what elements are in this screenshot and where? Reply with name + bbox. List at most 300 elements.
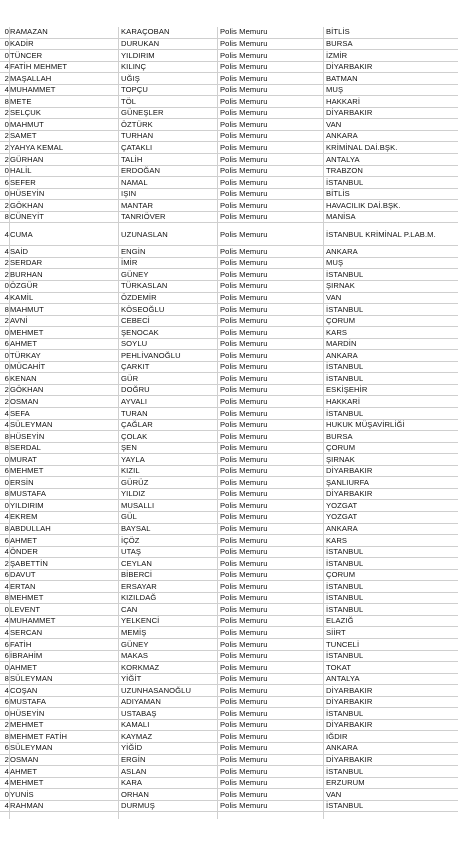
row-number-cell: 4: [4, 420, 9, 430]
row-number-cell: 8: [4, 489, 9, 499]
unit-cell: ÇORUM: [326, 316, 356, 326]
unit-cell: KARS: [326, 535, 348, 545]
rank-cell: Polis Memuru: [220, 743, 268, 753]
table-row: [0, 362, 458, 374]
unit-cell: MARDİN: [326, 339, 357, 349]
unit-cell: ERZURUM: [326, 778, 365, 788]
rank-cell: Polis Memuru: [220, 454, 268, 464]
first-name-cell: OSMAN: [10, 755, 39, 765]
last-name-cell: ERSAYAR: [121, 581, 157, 591]
row-number-cell: 0: [4, 50, 9, 60]
rank-cell: Polis Memuru: [220, 27, 268, 37]
unit-cell: İSTANBUL: [326, 558, 364, 568]
table-row: [0, 662, 458, 674]
first-name-cell: COŞAN: [10, 685, 38, 695]
first-name-cell: KENAN: [10, 373, 37, 383]
table-row: [0, 512, 458, 524]
first-name-cell: LEVENT: [10, 604, 41, 614]
row-number-cell: 4: [4, 801, 9, 811]
last-name-cell: UZUNASLAN: [121, 229, 168, 239]
row-number-cell: 2: [4, 755, 9, 765]
first-name-cell: MEHMET: [10, 466, 44, 476]
row-number-cell: 8: [4, 443, 9, 453]
table-row: [0, 743, 458, 755]
rank-cell: Polis Memuru: [220, 685, 268, 695]
row-number-cell: 4: [4, 627, 9, 637]
unit-cell: TRABZON: [326, 166, 363, 176]
unit-cell: KRİMİNAL DAİ.BŞK.: [326, 142, 398, 152]
unit-cell: İSTANBUL: [326, 651, 364, 661]
first-name-cell: GÜRHAN: [10, 154, 44, 164]
row-number-cell: 2: [4, 720, 9, 730]
row-number-cell: 4: [4, 685, 9, 695]
unit-cell: ANKARA: [326, 350, 358, 360]
table-row: [0, 269, 458, 281]
table-row: [0, 258, 458, 270]
table-row: [0, 50, 458, 62]
first-name-cell: MAŞALLAH: [10, 73, 52, 83]
rank-cell: Polis Memuru: [220, 535, 268, 545]
table-row: [0, 96, 458, 108]
row-number-cell: 0: [4, 477, 9, 487]
last-name-cell: BAYSAL: [121, 524, 151, 534]
row-number-cell: 4: [4, 62, 9, 72]
table-row: [0, 316, 458, 328]
unit-cell: DİYARBAKIR: [326, 466, 373, 476]
row-number-cell: 6: [4, 535, 9, 545]
first-name-cell: ABDULLAH: [10, 524, 51, 534]
rank-cell: Polis Memuru: [220, 466, 268, 476]
rank-cell: Polis Memuru: [220, 558, 268, 568]
row-number-cell: 2: [4, 200, 9, 210]
unit-cell: SİİRT: [326, 627, 346, 637]
unit-cell: ANKARA: [326, 131, 358, 141]
row-number-cell: 2: [4, 258, 9, 268]
row-number-cell: 8: [4, 96, 9, 106]
table-row: [0, 431, 458, 443]
first-name-cell: TÜNCER: [10, 50, 43, 60]
row-number-cell: 8: [4, 524, 9, 534]
table-row: [0, 720, 458, 732]
row-number-cell: 2: [4, 142, 9, 152]
row-number-cell: 4: [4, 778, 9, 788]
unit-cell: DİYARBAKIR: [326, 755, 373, 765]
unit-cell: BURSA: [326, 431, 353, 441]
first-name-cell: MUSTAFA: [10, 697, 46, 707]
last-name-cell: ŞEN: [121, 443, 137, 453]
table-row: [0, 454, 458, 466]
rank-cell: Polis Memuru: [220, 500, 268, 510]
unit-cell: KARS: [326, 327, 348, 337]
unit-cell: BİTLİS: [326, 27, 350, 37]
table-row: [0, 350, 458, 362]
first-name-cell: GÖKHAN: [10, 385, 44, 395]
table-row: [0, 397, 458, 409]
unit-cell: HAVACILIK DAİ.BŞK.: [326, 200, 401, 210]
table-row: [0, 154, 458, 166]
rank-cell: Polis Memuru: [220, 489, 268, 499]
rank-cell: Polis Memuru: [220, 108, 268, 118]
rank-cell: Polis Memuru: [220, 316, 268, 326]
last-name-cell: ŞENOCAK: [121, 327, 159, 337]
rank-cell: Polis Memuru: [220, 581, 268, 591]
row-number-cell: 0: [4, 708, 9, 718]
first-name-cell: AHMET: [10, 662, 38, 672]
rank-cell: Polis Memuru: [220, 362, 268, 372]
table-row: [0, 581, 458, 593]
table-row: [0, 373, 458, 385]
row-number-cell: 4: [4, 766, 9, 776]
table-row: [0, 131, 458, 143]
rank-cell: Polis Memuru: [220, 604, 268, 614]
unit-cell: IĞDIR: [326, 731, 348, 741]
last-name-cell: CEYLAN: [121, 558, 152, 568]
row-number-cell: 2: [4, 396, 9, 406]
rank-cell: Polis Memuru: [220, 720, 268, 730]
unit-cell: ANKARA: [326, 743, 358, 753]
first-name-cell: MEHMET: [10, 593, 44, 603]
rank-cell: Polis Memuru: [220, 350, 268, 360]
rank-cell: Polis Memuru: [220, 697, 268, 707]
first-name-cell: FATİH: [10, 639, 32, 649]
row-number-cell: 6: [4, 743, 9, 753]
row-number-cell: 2: [4, 73, 9, 83]
row-number-cell: 0: [4, 454, 9, 464]
row-number-cell: 0: [4, 27, 9, 37]
first-name-cell: YAHYA KEMAL: [10, 142, 64, 152]
rank-cell: Polis Memuru: [220, 570, 268, 580]
rank-cell: Polis Memuru: [220, 142, 268, 152]
first-name-cell: MEHMET FATİH: [10, 731, 68, 741]
last-name-cell: KIZIL: [121, 466, 140, 476]
last-name-cell: ÇATAKLI: [121, 142, 153, 152]
last-name-cell: GÜR: [121, 373, 139, 383]
last-name-cell: KILINÇ: [121, 62, 147, 72]
unit-cell: DİYARBAKIR: [326, 62, 373, 72]
rank-cell: Polis Memuru: [220, 616, 268, 626]
unit-cell: ESKİŞEHİR: [326, 385, 368, 395]
row-number-cell: 8: [4, 593, 9, 603]
table-row: [0, 119, 458, 131]
table-row: [0, 500, 458, 512]
table-row: [0, 166, 458, 178]
table-row: [0, 420, 458, 432]
last-name-cell: GÜNEY: [121, 269, 149, 279]
first-name-cell: SELÇUK: [10, 108, 41, 118]
last-name-cell: YİĞİT: [121, 674, 142, 684]
row-number-cell: 2: [4, 385, 9, 395]
last-name-cell: ÇARKIT: [121, 362, 150, 372]
unit-cell: HAKKARİ: [326, 396, 361, 406]
rank-cell: Polis Memuru: [220, 166, 268, 176]
first-name-cell: KAMİL: [10, 293, 34, 303]
row-number-cell: 8: [4, 674, 9, 684]
row-number-cell: 2: [4, 154, 9, 164]
row-number-cell: 8: [4, 304, 9, 314]
rank-cell: Polis Memuru: [220, 662, 268, 672]
table-row: [0, 755, 458, 767]
last-name-cell: CAN: [121, 604, 138, 614]
unit-cell: İSTANBUL: [326, 593, 364, 603]
last-name-cell: ERGİN: [121, 755, 146, 765]
unit-cell: İSTANBUL: [326, 801, 364, 811]
table-row: [0, 304, 458, 316]
last-name-cell: ÇOLAK: [121, 431, 148, 441]
row-number-cell: 4: [4, 581, 9, 591]
table-row: [0, 327, 458, 339]
row-number-cell: 6: [4, 651, 9, 661]
last-name-cell: UZUNHASANOĞLU: [121, 685, 192, 695]
unit-cell: İZMİR: [326, 50, 348, 60]
first-name-cell: ERSİN: [10, 477, 34, 487]
first-name-cell: SÜLEYMAN: [10, 743, 53, 753]
last-name-cell: SOYLU: [121, 339, 148, 349]
last-name-cell: MANTAR: [121, 200, 154, 210]
table-row: [0, 281, 458, 293]
row-number-cell: 4: [4, 293, 9, 303]
unit-cell: İSTANBUL: [326, 373, 364, 383]
unit-cell: İSTANBUL: [326, 547, 364, 557]
last-name-cell: USTABAŞ: [121, 708, 157, 718]
last-name-cell: TOPÇU: [121, 85, 148, 95]
rank-cell: Polis Memuru: [220, 200, 268, 210]
unit-cell: İSTANBUL: [326, 708, 364, 718]
table-row: [0, 143, 458, 155]
last-name-cell: GÜNEY: [121, 639, 149, 649]
row-number-cell: 4: [4, 85, 9, 95]
first-name-cell: RAHMAN: [10, 801, 44, 811]
rank-cell: Polis Memuru: [220, 131, 268, 141]
table-row: [0, 408, 458, 420]
table-row: [0, 616, 458, 628]
last-name-cell: UTAŞ: [121, 547, 142, 557]
table-row: [0, 778, 458, 790]
first-name-cell: İBRAHİM: [10, 651, 43, 661]
row-number-cell: 0: [4, 119, 9, 129]
rank-cell: Polis Memuru: [220, 327, 268, 337]
first-name-cell: MURAT: [10, 454, 37, 464]
row-number-cell: 0: [4, 350, 9, 360]
first-name-cell: HÜSEYİN: [10, 431, 45, 441]
first-name-cell: GÖKHAN: [10, 200, 44, 210]
first-name-cell: HALİL: [10, 166, 32, 176]
first-name-cell: FATİH MEHMET: [10, 62, 68, 72]
unit-cell: DİYARBAKIR: [326, 489, 373, 499]
row-number-cell: 2: [4, 108, 9, 118]
first-name-cell: KADİR: [10, 39, 34, 49]
last-name-cell: CEBECİ: [121, 316, 150, 326]
table-row: [0, 685, 458, 697]
unit-cell: ANTALYA: [326, 154, 360, 164]
first-name-cell: MUSTAFA: [10, 489, 46, 499]
rank-cell: Polis Memuru: [220, 96, 268, 106]
table-row: [0, 639, 458, 651]
unit-cell: ÇORUM: [326, 443, 356, 453]
last-name-cell: IŞIN: [121, 189, 137, 199]
first-name-cell: AVNİ: [10, 316, 28, 326]
row-number-cell: 6: [4, 570, 9, 580]
rank-cell: Polis Memuru: [220, 431, 268, 441]
last-name-cell: ÇAĞLAR: [121, 420, 153, 430]
first-name-cell: ÖZGÜR: [10, 281, 38, 291]
row-number-cell: 6: [4, 177, 9, 187]
first-name-cell: SÜLEYMAN: [10, 674, 53, 684]
table-row: [0, 189, 458, 201]
rank-cell: Polis Memuru: [220, 258, 268, 268]
table-row: [0, 477, 458, 489]
first-name-cell: AHMET: [10, 766, 38, 776]
table-row: [0, 200, 458, 212]
first-name-cell: MAHMUT: [10, 119, 44, 129]
last-name-cell: TALİH: [121, 154, 143, 164]
first-name-cell: HÜSEYİN: [10, 189, 45, 199]
first-name-cell: SERDAR: [10, 258, 43, 268]
first-name-cell: EKREM: [10, 512, 38, 522]
rank-cell: Polis Memuru: [220, 477, 268, 487]
last-name-cell: TANRIÖVER: [121, 212, 166, 222]
rank-cell: Polis Memuru: [220, 547, 268, 557]
unit-cell: DİYARBAKIR: [326, 697, 373, 707]
unit-cell: VAN: [326, 119, 342, 129]
rank-cell: Polis Memuru: [220, 189, 268, 199]
unit-cell: HAKKARİ: [326, 96, 361, 106]
rank-cell: Polis Memuru: [220, 154, 268, 164]
rank-cell: Polis Memuru: [220, 73, 268, 83]
table-row: [0, 789, 458, 801]
last-name-cell: YELKENCİ: [121, 616, 160, 626]
unit-cell: BURSA: [326, 39, 353, 49]
table-row: [0, 108, 458, 120]
first-name-cell: HÜSEYİN: [10, 708, 45, 718]
first-name-cell: SERCAN: [10, 627, 43, 637]
last-name-cell: KARA: [121, 778, 143, 788]
first-name-cell: TÜRKAY: [10, 350, 41, 360]
unit-cell: ANTALYA: [326, 674, 360, 684]
unit-cell: İSTANBUL: [326, 408, 364, 418]
first-name-cell: CUMA: [10, 229, 33, 239]
first-name-cell: SERDAL: [10, 443, 41, 453]
row-number-cell: 0: [4, 39, 9, 49]
unit-cell: MUŞ: [326, 85, 344, 95]
last-name-cell: UĞIŞ: [121, 73, 140, 83]
last-name-cell: ASLAN: [121, 766, 147, 776]
table-row: [0, 73, 458, 85]
rank-cell: Polis Memuru: [220, 778, 268, 788]
rank-cell: Polis Memuru: [220, 789, 268, 799]
first-name-cell: MEHMET: [10, 720, 44, 730]
last-name-cell: KIZILDAĞ: [121, 593, 157, 603]
last-name-cell: DURMUŞ: [121, 801, 155, 811]
last-name-cell: NAMAL: [121, 177, 148, 187]
table-row: [0, 27, 458, 39]
table-row: [0, 604, 458, 616]
rank-cell: Polis Memuru: [220, 408, 268, 418]
row-number-cell: 6: [4, 697, 9, 707]
unit-cell: İSTANBUL: [326, 269, 364, 279]
unit-cell: İSTANBUL: [326, 604, 364, 614]
rank-cell: Polis Memuru: [220, 385, 268, 395]
rank-cell: Polis Memuru: [220, 639, 268, 649]
first-name-cell: OSMAN: [10, 396, 39, 406]
unit-cell: DİYARBAKIR: [326, 720, 373, 730]
first-name-cell: MEHMET: [10, 778, 44, 788]
unit-cell: ÇORUM: [326, 570, 356, 580]
last-name-cell: ENGİN: [121, 246, 146, 256]
rank-cell: Polis Memuru: [220, 50, 268, 60]
unit-cell: VAN: [326, 789, 342, 799]
rank-cell: Polis Memuru: [220, 281, 268, 291]
unit-cell: İSTANBUL: [326, 177, 364, 187]
last-name-cell: KORKMAZ: [121, 662, 160, 672]
first-name-cell: BURHAN: [10, 269, 43, 279]
last-name-cell: MEMİŞ: [121, 627, 147, 637]
rank-cell: Polis Memuru: [220, 229, 268, 239]
row-number-cell: 6: [4, 339, 9, 349]
unit-cell: MUŞ: [326, 258, 344, 268]
rank-cell: Polis Memuru: [220, 396, 268, 406]
first-name-cell: SEFER: [10, 177, 36, 187]
rank-cell: Polis Memuru: [220, 269, 268, 279]
last-name-cell: BİBERCİ: [121, 570, 153, 580]
last-name-cell: GÜRÜZ: [121, 477, 149, 487]
first-name-cell: CÜNEYİT: [10, 212, 45, 222]
last-name-cell: KAMALI: [121, 720, 150, 730]
row-number-cell: 6: [4, 466, 9, 476]
table-row: [0, 674, 458, 686]
first-name-cell: ŞABETTİN: [10, 558, 48, 568]
unit-cell: ŞIRNAK: [326, 281, 355, 291]
last-name-cell: KÖSEOĞLU: [121, 304, 165, 314]
last-name-cell: KAYMAZ: [121, 731, 153, 741]
unit-cell: YOZGAT: [326, 512, 358, 522]
unit-cell: ANKARA: [326, 246, 358, 256]
first-name-cell: AHMET: [10, 535, 38, 545]
last-name-cell: TÜRKASLAN: [121, 281, 168, 291]
table-row: [0, 293, 458, 305]
unit-cell: ŞIRNAK: [326, 454, 355, 464]
unit-cell: BİTLİS: [326, 189, 350, 199]
rank-cell: Polis Memuru: [220, 39, 268, 49]
unit-cell: DİYARBAKIR: [326, 108, 373, 118]
last-name-cell: ÖZTÜRK: [121, 119, 153, 129]
last-name-cell: DURUKAN: [121, 39, 160, 49]
first-name-cell: MEHMET: [10, 327, 44, 337]
table-row: [0, 443, 458, 455]
last-name-cell: AYVALI: [121, 396, 148, 406]
row-number-cell: 8: [4, 431, 9, 441]
row-number-cell: 8: [4, 731, 9, 741]
last-name-cell: İMİR: [121, 258, 138, 268]
last-name-cell: MUSALLI: [121, 500, 155, 510]
unit-cell: TUNCELİ: [326, 639, 360, 649]
unit-cell: MANİSA: [326, 212, 356, 222]
rank-cell: Polis Memuru: [220, 766, 268, 776]
rank-cell: Polis Memuru: [220, 627, 268, 637]
rank-cell: Polis Memuru: [220, 674, 268, 684]
rank-cell: Polis Memuru: [220, 212, 268, 222]
unit-cell: ANKARA: [326, 524, 358, 534]
table-row: [0, 708, 458, 720]
table-row: [0, 85, 458, 97]
last-name-cell: YILDIRIM: [121, 50, 155, 60]
last-name-cell: GÜNEŞLER: [121, 108, 164, 118]
table-row: [0, 62, 458, 74]
row-number-cell: 4: [4, 512, 9, 522]
row-number-cell: 0: [4, 281, 9, 291]
table-row: [0, 801, 458, 813]
last-name-cell: YİĞİD: [121, 743, 143, 753]
row-number-cell: 4: [4, 547, 9, 557]
